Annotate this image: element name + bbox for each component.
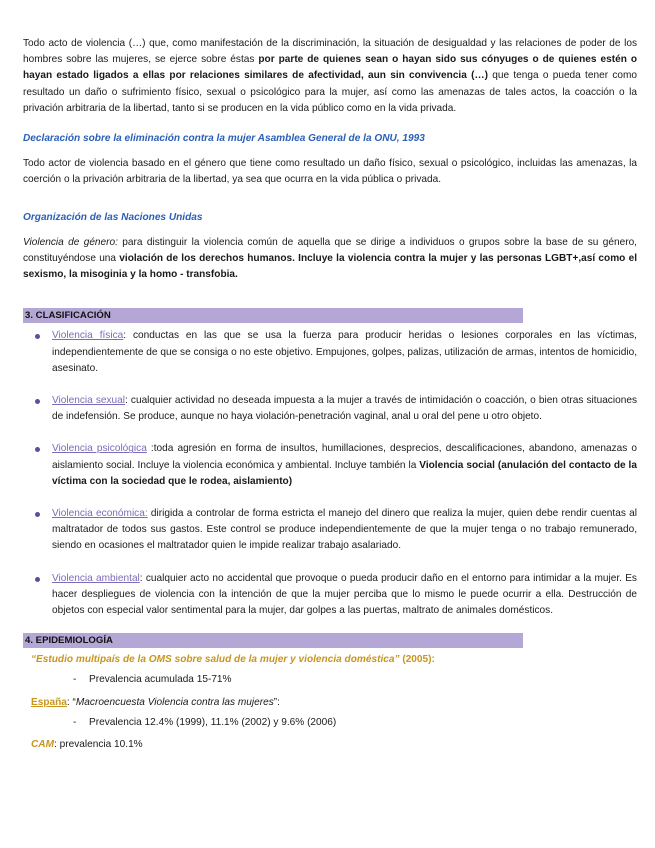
spain-text: : “ [66, 696, 76, 708]
item-bold: Violencia social (anulación del contacto de la víctima con la sociedad que le rodea, aislamiento) [52, 459, 637, 487]
dash-marker: - [73, 716, 77, 728]
who-study-year: (2005): [399, 654, 435, 666]
un-org-text: para distinguir la violencia común de aquella que se dirige a individuos o grupos sobre la base de su género, constituyéndose una [23, 236, 637, 265]
spain-label: España [31, 696, 67, 708]
intro-paragraph [23, 36, 637, 117]
item-text: :toda agresión en forma de insultos, humillaciones, desprecios, descalificaciones, abandono, amenazas o aislamiento social. Incluye la violencia económica y ambiental. Incluye también la [52, 443, 637, 471]
un-org-paragraph [23, 235, 637, 284]
term-link[interactable]: Violencia sexual [52, 395, 126, 407]
bullet-icon [35, 399, 40, 404]
cam-label: CAM [31, 739, 54, 751]
who-study-title: “Estudio multipaís de la OMS sobre salud de la mujer y violencia doméstica” [31, 654, 400, 666]
un-org-bold: violación de los derechos humanos. Incluye la violencia contra la mujer y las personas LGBT+,así como el sexismo, la misoginia y la homo - transfobia. [23, 253, 638, 281]
term-link[interactable]: Violencia económica: [52, 508, 148, 520]
intro-bold-2: (…) [466, 70, 488, 82]
spain-prevalence-text: Prevalencia 12.4% (1999), 11.1% (2002) y 9.6% (2006) [89, 716, 337, 728]
bullet-icon [35, 334, 40, 339]
classification-list [23, 328, 637, 619]
who-prevalence-item [23, 672, 637, 688]
section-heading-clasificacion: 3. CLASIFICACIÓN [23, 308, 523, 323]
spain-end: ”: [273, 696, 280, 708]
intro-bold-1: por parte de quienes sean o hayan sido sus cónyuges o de quienes estén o hayan estado ligados a ellas por relaciones similares de afectividad, aun sin convivencia [23, 54, 637, 82]
spain-survey-title: Macroencuesta Violencia contra las mujeres [75, 696, 274, 708]
spain-line [23, 695, 637, 711]
item-text: : conductas en las que se usa la fuerza para producir heridas o lesiones corporales en las víctimas, independientemente de que se consiga o no este objetivo. Empujones, golpes, palizas, utilización de armas, intentos de homicidio, asesinato. [52, 330, 637, 374]
list-item [23, 393, 637, 425]
section-heading-epidemiologia: 4. EPIDEMIOLOGÍA [23, 633, 523, 648]
item-text: dirigida a controlar de forma estricta el manejo del dinero que realiza la mujer, quien debe rendir cuentas al maltratador de todos sus gastos. Este control se produce independientemente de que la mujer tenga o no trabajo remunerado, siendo en ocasiones el maltratador quien le impide realizar trabajo asalariado. [52, 508, 637, 552]
item-text: : cualquier actividad no deseada impuesta a la mujer a través de intimidación o coacción, o bien otras situaciones de indefensión. Se produce, aunque no haya violación-penetración vaginal, anal u oral del pene u otro objeto. [52, 395, 637, 423]
item-text: : cualquier acto no accidental que provoque o pueda producir daño en el entorno para intimidar a la mujer. Es hacer despliegues de violencia con la intención de que la mujer perciba que lo mismo le puede ocurrir a ella. Destrucción de objetos con especial valor sentimental para la mujer, dar golpes a las puertas, maltrato de animales domésticos. [52, 572, 637, 617]
gender-violence-term: Violencia de género: [23, 236, 118, 248]
spain-prevalence-item [23, 715, 637, 731]
list-item [23, 506, 637, 555]
term-link[interactable]: Violencia psicológica [52, 443, 147, 455]
list-item [23, 441, 637, 490]
cam-text: : prevalencia 10.1% [54, 739, 143, 751]
document-page [23, 36, 637, 753]
un-org-title: Organización de las Naciones Unidas [23, 211, 203, 223]
list-item [23, 571, 637, 620]
onu-declaration-title: Declaración sobre la eliminación contra la mujer Asamblea General de la ONU, 1993 [23, 133, 425, 145]
term-link[interactable]: Violencia física [52, 330, 124, 342]
list-item [23, 328, 637, 377]
who-study-line [23, 652, 637, 668]
term-link[interactable]: Violencia ambiental [52, 572, 140, 584]
onu-declaration-text: Todo actor de violencia basado en el género que tiene como resultado un daño físico, sexual o psicológico, incluidas las amenazas, la coerción o la privación arbitraria de la libertad, ya sea que ocurra en la vida pública o privada. [23, 158, 637, 186]
intro-text-1: Todo acto de violencia (…) que, como manifestación de la discriminación, la situación de desigualdad y las relaciones de poder de los hombres sobre las mujeres, se ejerce sobre éstas [23, 38, 637, 66]
bullet-icon [35, 447, 40, 452]
cam-line [23, 737, 637, 753]
dash-marker: - [73, 674, 77, 686]
who-prevalence-text: Prevalencia acumulada 15-71% [89, 674, 232, 686]
bullet-icon [35, 512, 40, 517]
intro-text-2: que tenga o pueda tener como resultado un daño o sufrimiento físico, sexual o psicológico para la mujer, así como las amenazas de tales actos, la coacción o la privación arbitraria de la libertad, tanto si se producen en la vida público como en la vida privada. [23, 70, 637, 114]
bullet-icon [35, 577, 40, 582]
